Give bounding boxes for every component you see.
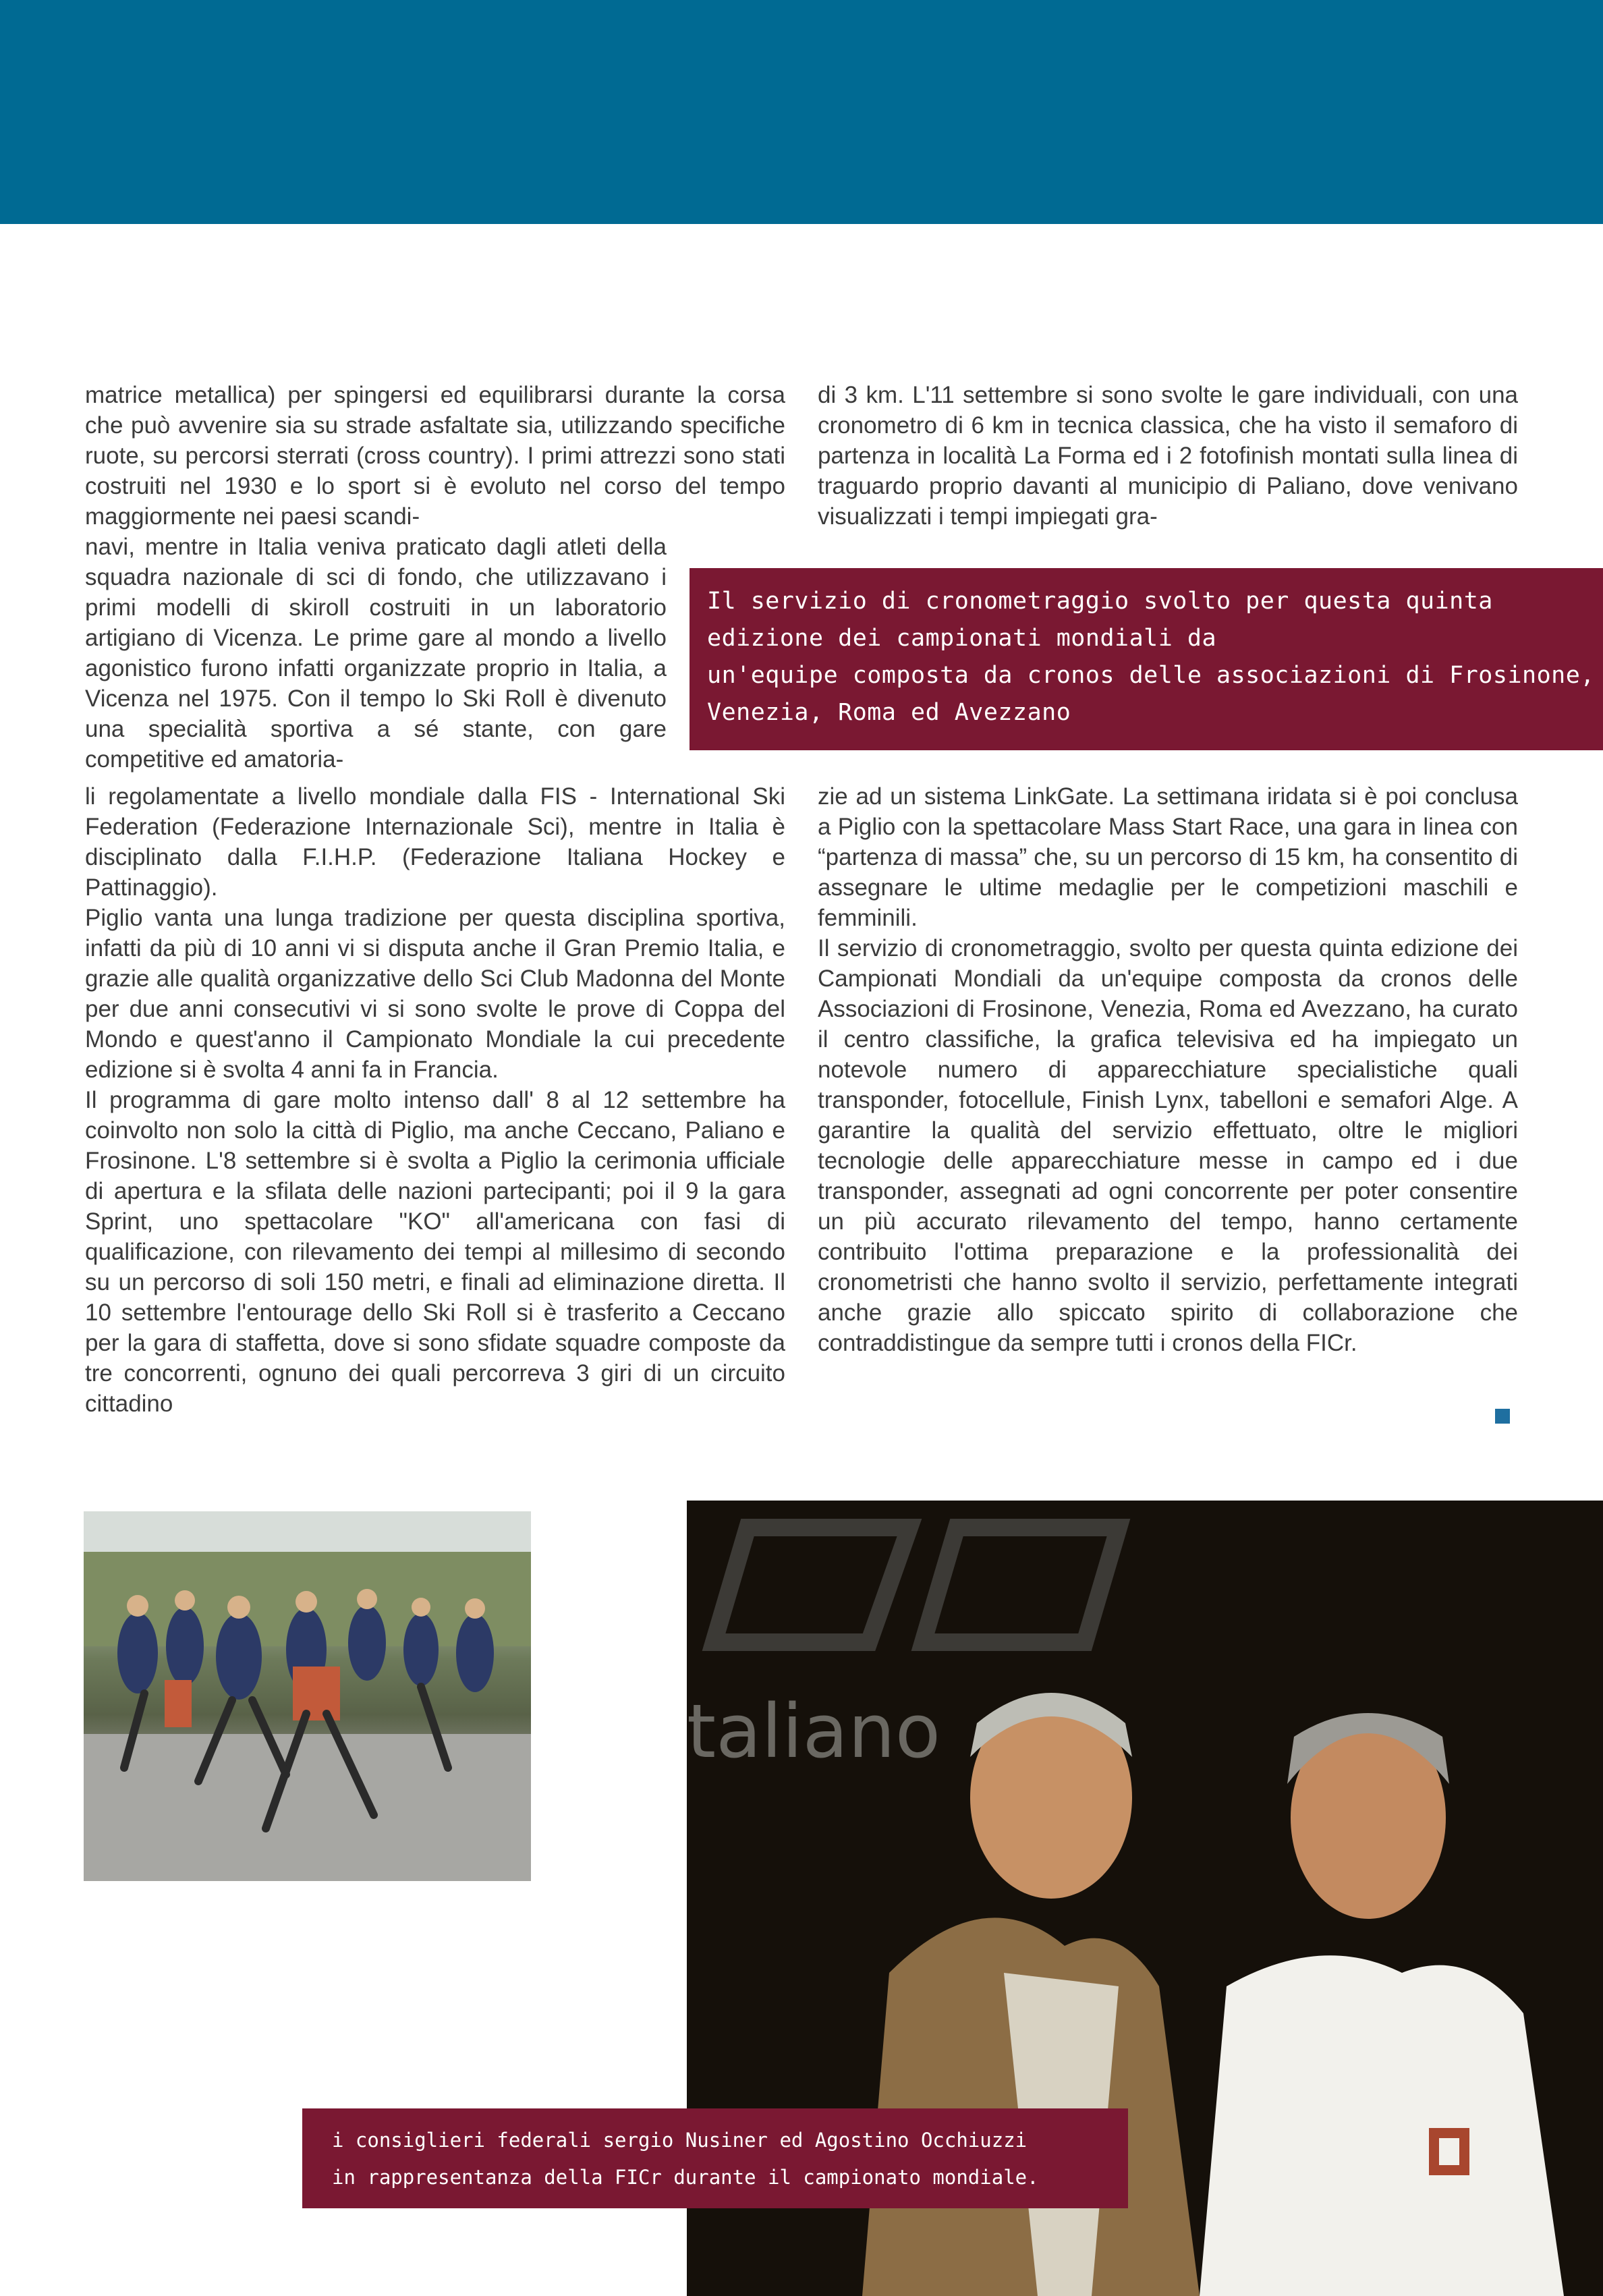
article-paragraph: Il servizio di cronometraggio, svolto per questa quinta edizione dei Campionati Mondiali da un'equipe composta da cronos delle Associazioni di Frosinone, Venezia, Roma ed Avezzano, ha curato il centro classifiche, la grafica televisiva ed ha impiegato un notevole numero di apparecchiature specialistiche quali transponder, fotocellule, Finish Lynx, tabelloni e semafori Alge. A garantire la qualità del servizio effettuato, oltre le migliori tecnologie delle apparecchiature messe in campo ed i due transponder, assegnati ad ogni concorrente per poter consentire un più accurato rilevamento del tempo, hanno certamente contribuito l'ottima preparazione e la professionalità dei cronometristi che hanno svolto il servizio, perfettamente integrati anche grazie allo spiccato spirito di collaborazione che contraddistingue da sempre tutti i cronos della FICr. xyxy=(818,935,1518,1356)
photo-caption xyxy=(302,2108,1128,2208)
article-column-left-wrap xyxy=(85,532,667,775)
caption-line: i consiglieri federali sergio Nusiner ed Agostino Occhiuzzi xyxy=(332,2129,1028,2152)
pull-quote-line: un'equipe composta da cronos delle associazioni di Frosinone, xyxy=(707,662,1595,689)
photo-skiroll-race xyxy=(84,1511,531,1881)
article-column-left-bottom xyxy=(85,781,785,1419)
article-paragraph: di 3 km. L'11 settembre si sono svolte le gare individuali, con una cronometro di 6 km in tecnica classica, che ha visto il semaforo di partenza in località La Forma ed i 2 fotofinish montati sulla linea di traguardo proprio davanti al municipio di Paliano, dove venivano visualizzati i tempi impiegati gra- xyxy=(818,382,1518,530)
pull-quote-line: Il servizio di cronometraggio svolto per questa quinta xyxy=(707,588,1493,615)
article-column-left-top xyxy=(85,380,785,532)
pull-quote-line: edizione dei campionati mondiali da xyxy=(707,625,1217,652)
header-band xyxy=(0,0,1603,224)
pull-quote-line: Venezia, Roma ed Avezzano xyxy=(707,699,1071,726)
photo-skiroll-race-illustration xyxy=(84,1511,531,1881)
article-end-square-icon xyxy=(1495,1409,1510,1424)
article-column-right-top xyxy=(818,380,1518,532)
article-paragraph: Il programma di gare molto intenso dall' 8 al 12 settembre ha coinvolto non solo la città di Piglio, ma anche Ceccano, Paliano e Frosinone. L'8 settembre si è svolta a Piglio la cerimonia ufficiale di apertura e la sfilata delle nazioni partecipanti; poi il 9 la gara Sprint, uno spettacolare "KO" all'americana con fasi di qualificazione, con rilevamento dei tempi al millesimo di secondo su un percorso di soli 150 metri, e finali ad eliminazione diretta. Il 10 settembre l'entourage dello Ski Roll si è trasferito a Ceccano per la gara di staffetta, dove si sono sfidate squadre composte da tre concorrenti, ognuno dei quali percorreva 3 giri di un circuito cittadino xyxy=(85,1087,785,1417)
article-paragraph: Piglio vanta una lunga tradizione per questa disciplina sportiva, infatti da più di 10 anni vi si disputa anche il Gran Premio Italia, e grazie alle qualità organizzative dello Sci Club Madonna del Monte per due anni consecutivi vi si sono svolte le prove di Coppa del Mondo e quest'anno il Campionato Mondiale la cui precedente edizione si è svolta 4 anni fa in Francia. xyxy=(85,905,785,1083)
article-paragraph: matrice metallica) per spingersi ed equilibrarsi durante la corsa che può avvenire sia su strade asfaltate sia, utilizzando specifiche ruote, su percorsi sterrati (cross country). I primi attrezzi sono stati costruiti nel 1930 e lo sport si è evoluto nel corso del tempo maggiormente nei paesi scandi- xyxy=(85,382,785,530)
article-column-right-bottom xyxy=(818,781,1518,1358)
caption-line: in rappresentanza della FICr durante il campionato mondiale. xyxy=(332,2166,1039,2189)
wall-sign-text: taliano xyxy=(687,1688,941,1774)
article-paragraph: navi, mentre in Italia veniva praticato dagli atleti della squadra nazionale di sci di fondo, che utilizzavano i primi modelli di skiroll costruiti in un laboratorio artigiano di Vicenza. Le prime gare al mondo a livello agonistico furono infatti organizzate proprio in Italia, a Vicenza nel 1975. Con il tempo lo Ski Roll è divenuto una specialità sportiva a sé stante, con gare competitive ed amatoria- xyxy=(85,534,667,773)
article-paragraph: zie ad un sistema LinkGate. La settimana iridata si è poi conclusa a Piglio con la spettacolare Mass Start Race, una gara in linea con “partenza di massa” che, su un percorso di 15 km, ha consentito di assegnare le ultime medaglie per le competizioni maschili e femminili. xyxy=(818,783,1518,931)
pull-quote xyxy=(690,568,1603,750)
article-paragraph: li regolamentate a livello mondiale dalla FIS - International Ski Federation (Federazione Internazionale Sci), mentre in Italia è disciplinato dalla F.I.H.P. (Federazione Italiana Hockey e Pattinaggio). xyxy=(85,783,785,901)
